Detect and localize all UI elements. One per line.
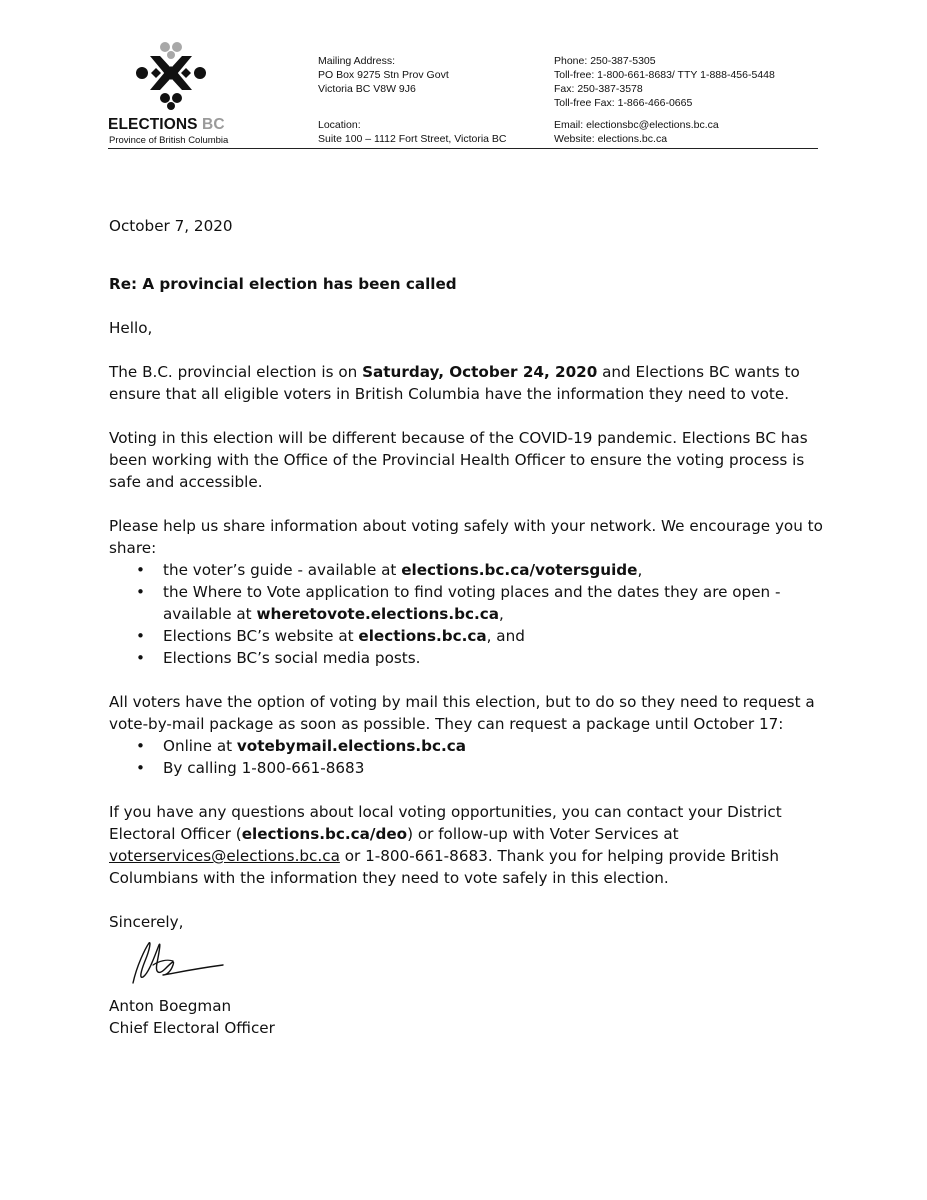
letter-date: October 7, 2020 — [109, 217, 233, 235]
website: Website: elections.bc.ca — [554, 133, 668, 145]
handwritten-signature-icon — [123, 935, 233, 995]
vote-by-mail-link: votebymail.elections.bc.ca — [236, 737, 467, 755]
bullet-icon: • — [136, 561, 145, 579]
list-item: • By calling 1-800-661-8683 — [136, 759, 365, 777]
deo-link: elections.bc.ca/deo — [241, 825, 408, 843]
toll-free: Toll-free: 1-800-661-8683/ TTY 1-888-456-5448 — [554, 69, 775, 81]
mail-options-list — [109, 735, 829, 779]
signature — [109, 935, 829, 995]
email: Email: electionsbc@elections.bc.ca — [554, 119, 719, 131]
contact-block — [554, 54, 775, 146]
voter-services-email-link: voterservices@elections.bc.ca — [109, 847, 340, 865]
greeting: Hello, — [109, 319, 153, 337]
list-item: • the Where to Vote application to find voting places and the dates they are open - available at wheretovote.elections.bc.ca, — [136, 583, 781, 623]
letter-subject: Re: A provincial election has been called — [109, 275, 457, 293]
phone: Phone: 250-387-5305 — [554, 55, 656, 67]
share-list — [109, 559, 829, 669]
location-label: Location: — [318, 119, 361, 131]
list-item: • Elections BC’s social media posts. — [136, 649, 421, 667]
bullet-icon: • — [136, 649, 145, 667]
mailing-label: Mailing Address: — [318, 55, 396, 67]
voters-guide-link: elections.bc.ca/votersguide — [401, 561, 638, 579]
address-block — [318, 54, 507, 146]
bullet-icon: • — [136, 759, 145, 777]
election-date: Saturday, October 24, 2020 — [362, 363, 598, 381]
bullet-icon: • — [136, 583, 145, 601]
elections-bc-logo — [108, 40, 238, 150]
bullet-icon: • — [136, 627, 145, 645]
paragraph-share: Please help us share information about voting safely with your network. We encourage you to share: — [109, 517, 823, 557]
list-item: • Online at votebymail.elections.bc.ca — [136, 737, 467, 755]
elections-bc-emblem-icon — [136, 40, 206, 112]
list-item: • the voter’s guide - available at elections.bc.ca/votersguide, — [136, 561, 643, 579]
closing: Sincerely, — [109, 913, 184, 931]
letterhead-divider — [108, 148, 818, 149]
letter-body — [109, 215, 829, 1039]
paragraph-questions: If you have any questions about local voting opportunities, you can contact your District Electoral Officer (elections.bc.ca/deo) or follow-up with Voter Services at voterservices@elections.bc.ca or 1-800-661-8683. Thank you for helping provide British Columbians with the information they need to vote safely in this election. — [109, 803, 782, 887]
website-link: elections.bc.ca — [358, 627, 487, 645]
mailing-line-2: Victoria BC V8W 9J6 — [318, 83, 416, 95]
fax: Fax: 250-387-3578 — [554, 83, 643, 95]
signer-title: Chief Electoral Officer — [109, 1019, 275, 1037]
toll-free-fax: Toll-free Fax: 1-866-466-0665 — [554, 97, 693, 109]
where-to-vote-link: wheretovote.elections.bc.ca — [256, 605, 499, 623]
paragraph-election-date: The B.C. provincial election is on Saturday, October 24, 2020 and Elections BC wants to ensure that all eligible voters in British Columbia have the information they need to vote. — [109, 363, 800, 403]
location-line: Suite 100 – 1112 Fort Street, Victoria BC — [318, 133, 507, 145]
mailing-line-1: PO Box 9275 Stn Prov Govt — [318, 69, 449, 81]
brand-subtitle: Province of British Columbia — [109, 135, 229, 146]
paragraph-covid: Voting in this election will be different because of the COVID-19 pandemic. Elections BC has been working with the Office of the Provincial Health Officer to ensure the voting process is safe and accessible. — [109, 429, 808, 491]
paragraph-vote-by-mail: All voters have the option of voting by mail this election, but to do so they need to request a vote-by-mail package as soon as possible. They can request a package until October 17: — [109, 693, 815, 733]
signer-name: Anton Boegman — [109, 997, 232, 1015]
bullet-icon: • — [136, 737, 145, 755]
list-item: • Elections BC’s website at elections.bc.ca, and — [136, 627, 525, 645]
brand-name: ELECTIONS BC — [108, 116, 225, 133]
